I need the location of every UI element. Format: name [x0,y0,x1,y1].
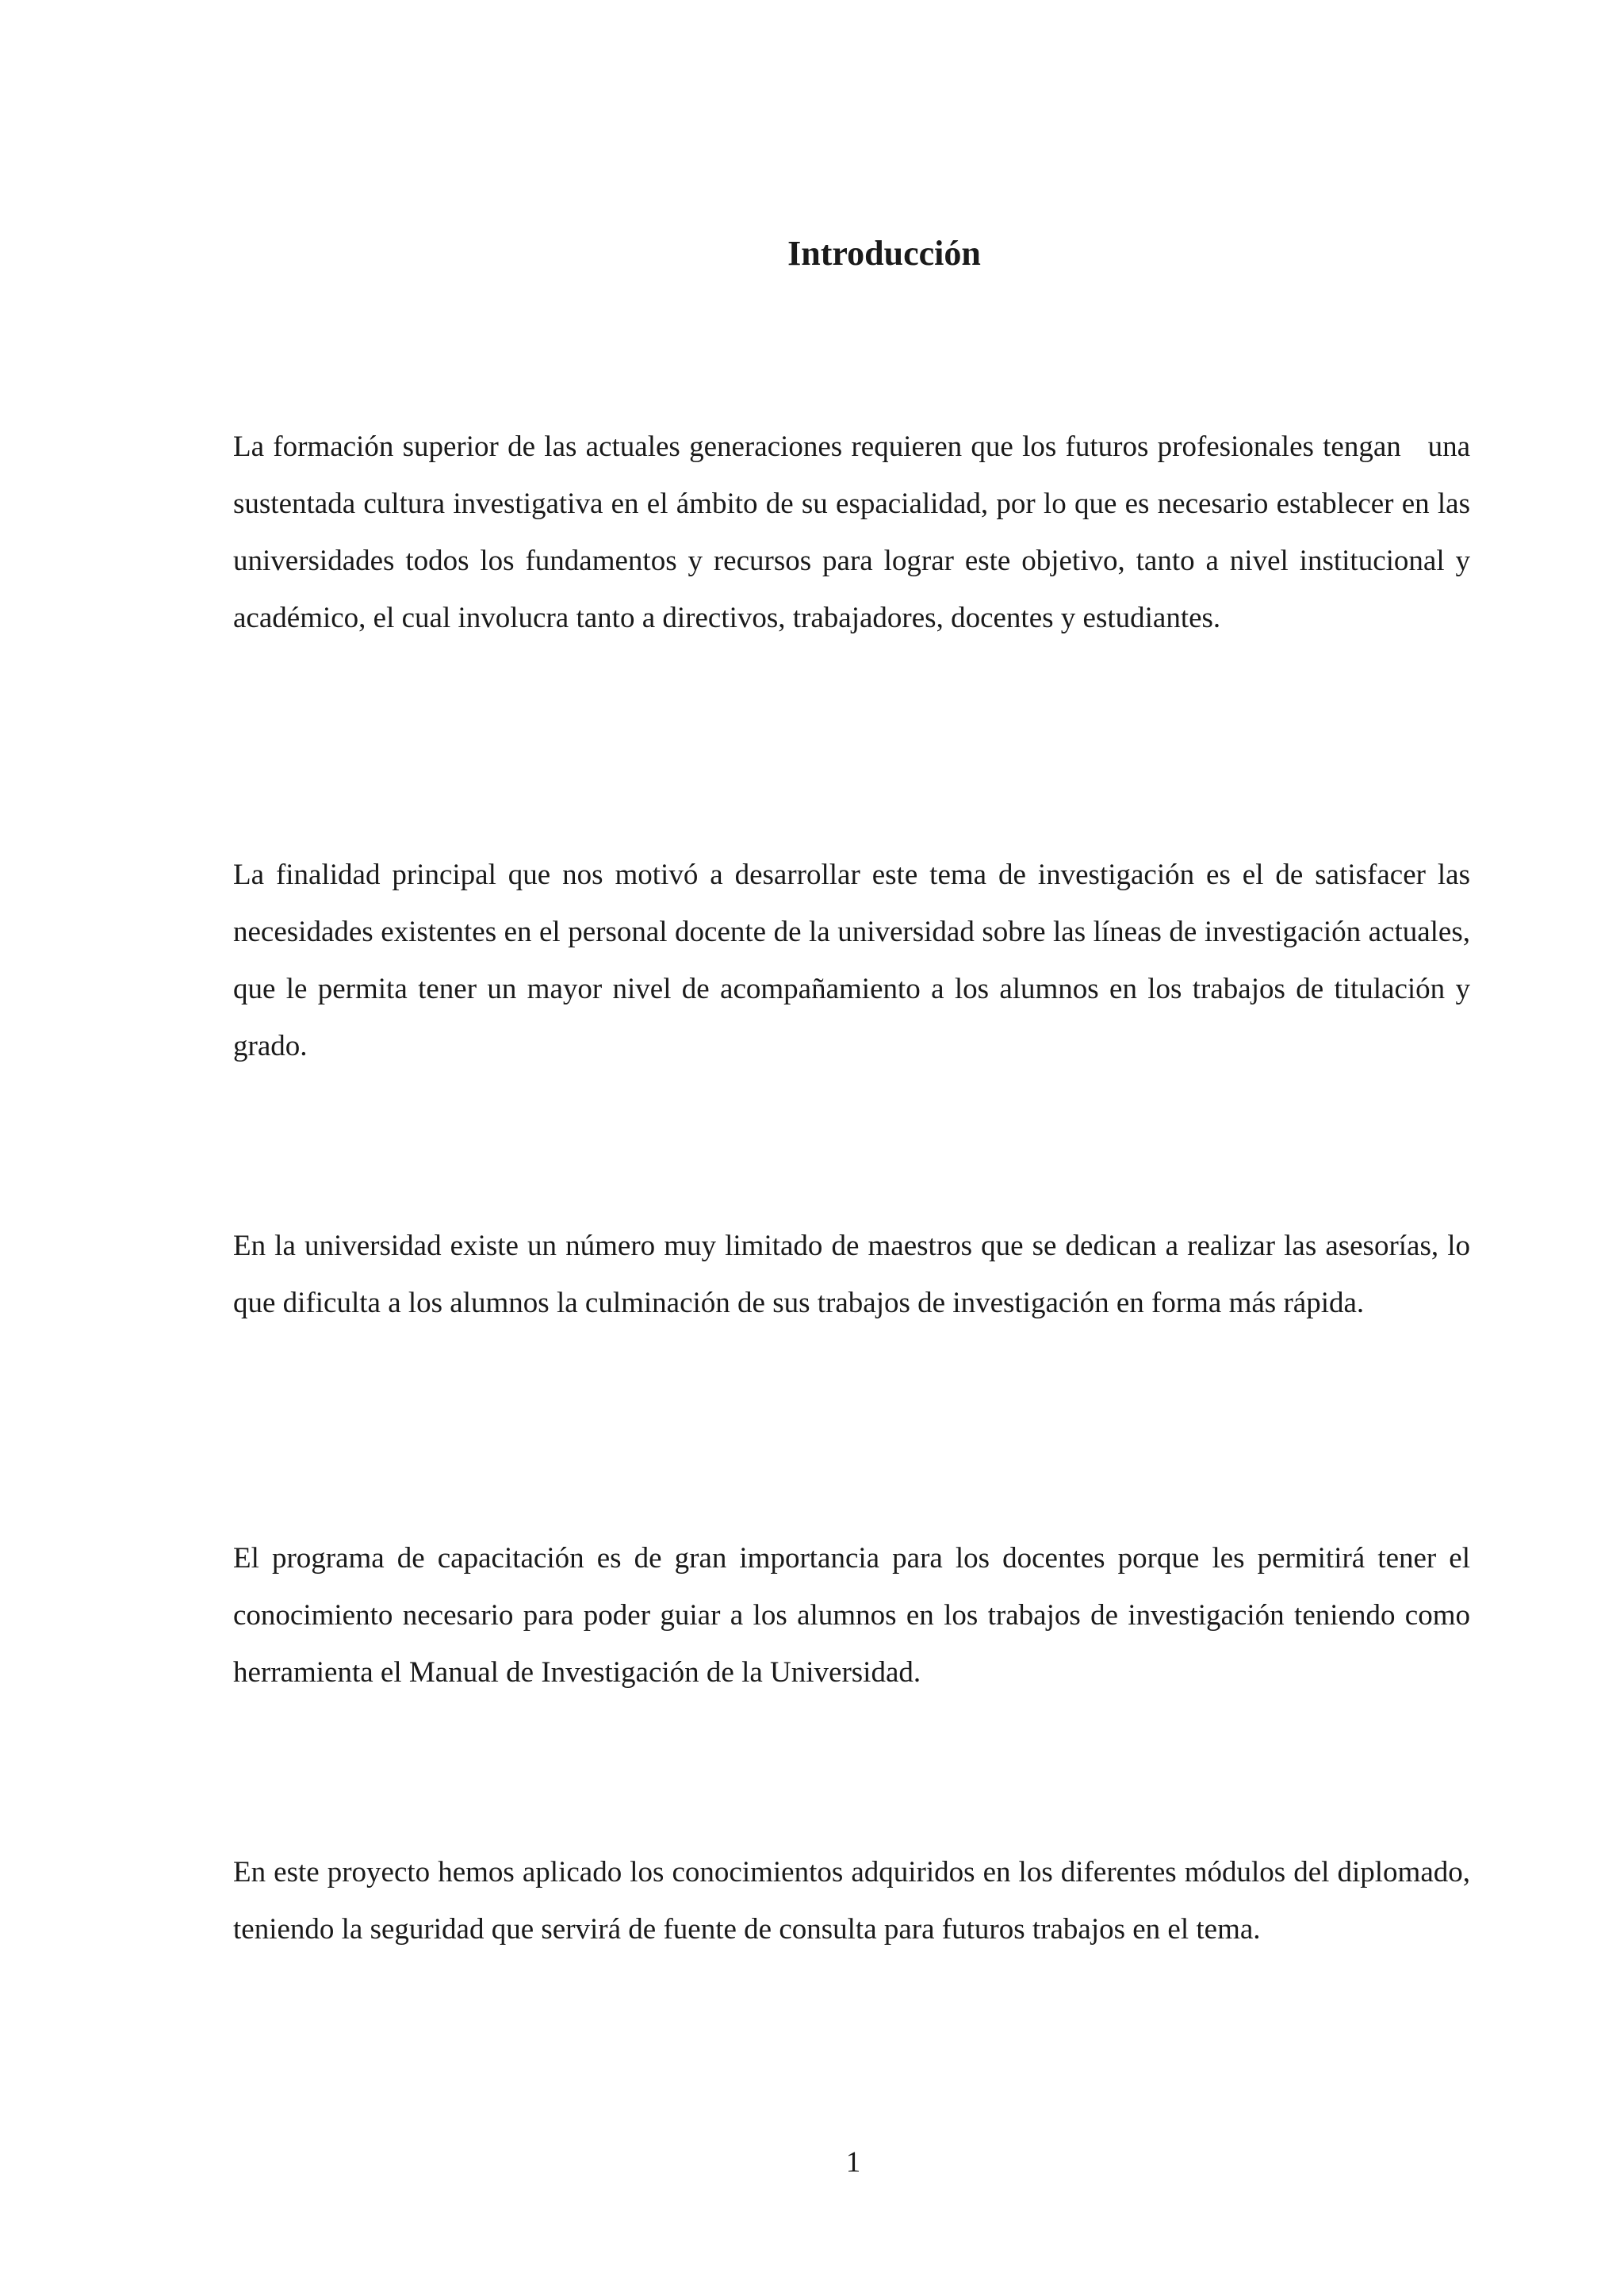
paragraph-4: El programa de capacitación es de gran importancia para los docentes porque les permitirá tener el conocimiento necesario para poder guiar a los alumnos en los trabajos de investigación teniendo como herramienta el Manual de Investigación de la Universidad. [233,1542,1470,1689]
paragraph-2: La finalidad principal que nos motivó a desarrollar este tema de investigación es el de satisfacer las necesidades existentes en el personal docente de la universidad sobre las líneas de investigación actuales, que le permita tener un mayor nivel de acompañamiento a los alumnos en los trabajos de titulación y grado. [233,859,1470,1062]
paragraph-5: En este proyecto hemos aplicado los conocimientos adquiridos en los diferentes módulos del diplomado, teniendo la seguridad que servirá de fuente de consulta para futuros trabajos en el tema. [233,1856,1470,1946]
page-title: Introducción [787,234,981,273]
page-number: 1 [845,2146,861,2179]
paragraph-3: En la universidad existe un número muy limitado de maestros que se dedican a realizar las asesorías, lo que dificulta a los alumnos la culminación de sus trabajos de investigación en forma más rápida. [233,1230,1470,1319]
paragraph-1: La formación superior de las actuales generaciones requieren que los futuros profesionales tengan una sustentada cultura investigativa en el ámbito de su espacialidad, por lo que es necesario establecer en las universidades todos los fundamentos y recursos para lograr este objetivo, tanto a nivel institucional y académico, el cual involucra tanto a directivos, trabajadores, docentes y estudiantes. [233,430,1470,634]
